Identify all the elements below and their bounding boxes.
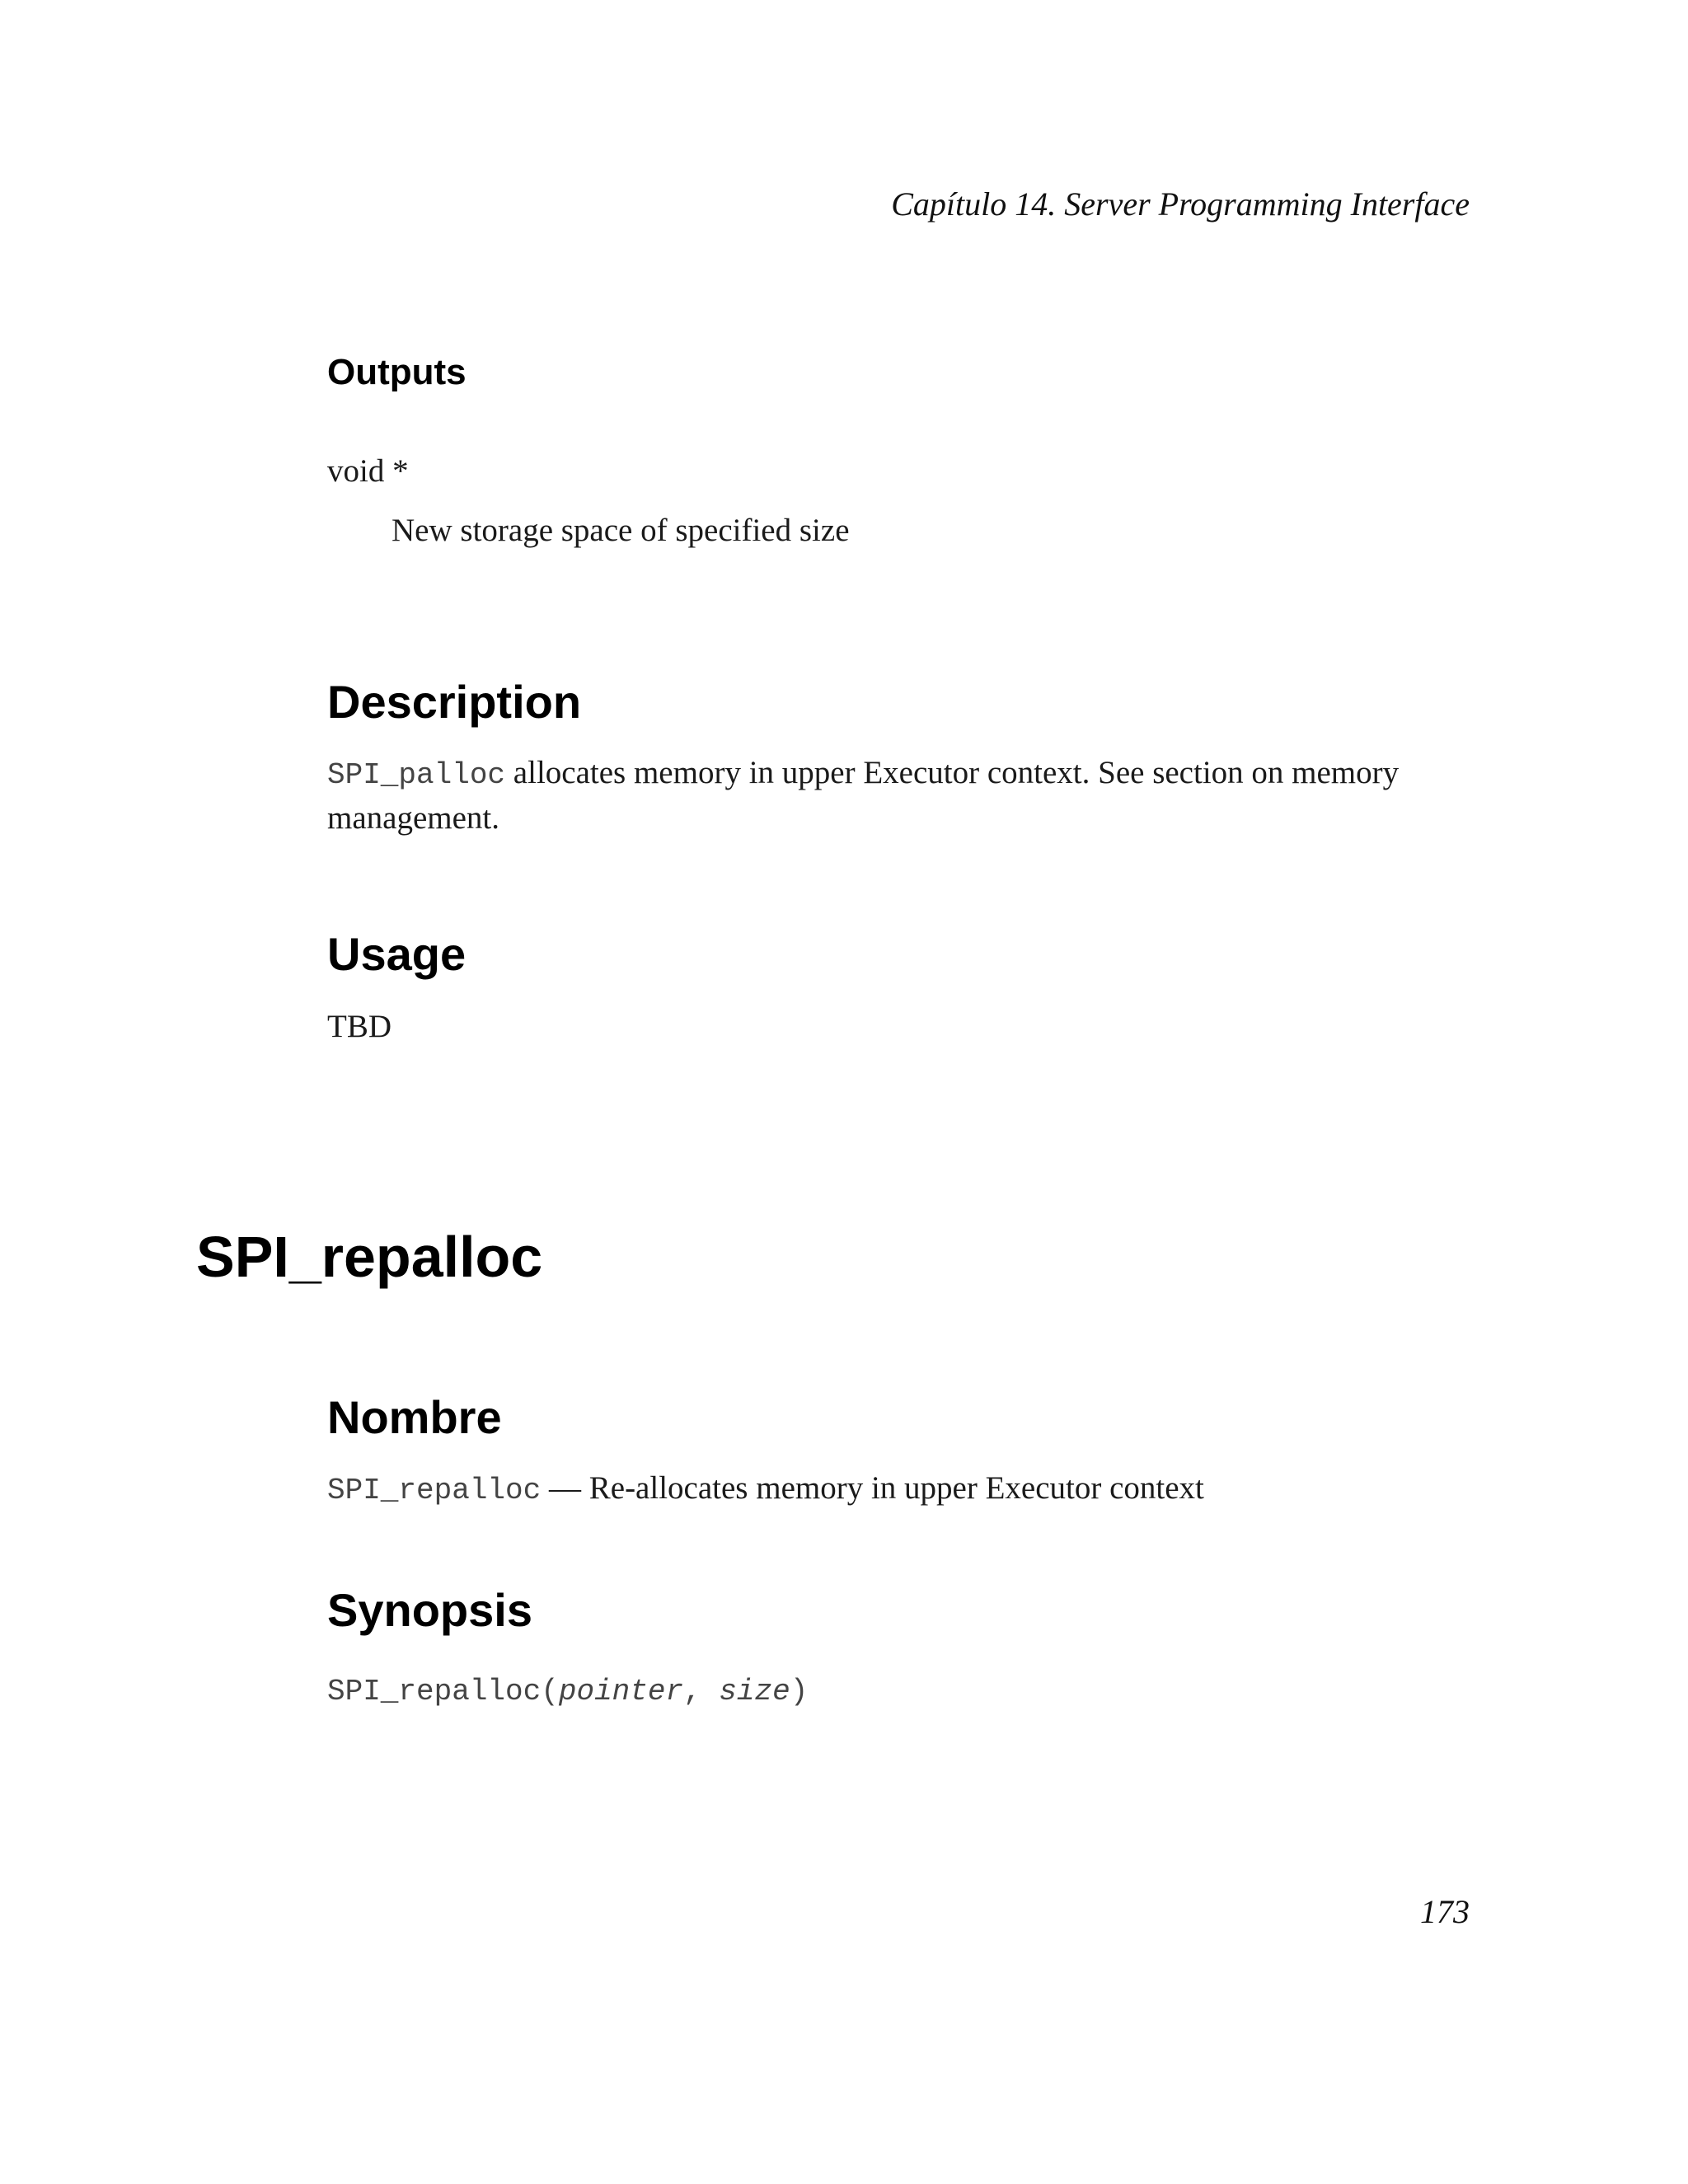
synopsis-function: SPI_repalloc( (327, 1675, 559, 1708)
description-code: SPI_palloc (327, 758, 506, 792)
page-number: 173 (1420, 1893, 1470, 1930)
nombre-text: — Re-allocates memory in upper Executor context (541, 1470, 1204, 1506)
synopsis-arg-size: size (719, 1675, 790, 1708)
running-header: Capítulo 14. Server Programming Interface (891, 185, 1470, 223)
synopsis-code (327, 1668, 808, 1713)
nombre-code: SPI_repalloc (327, 1474, 542, 1507)
synopsis-arg-pointer: pointer (558, 1675, 684, 1708)
nombre-paragraph (327, 1467, 1204, 1512)
synopsis-close: ) (790, 1675, 809, 1708)
synopsis-heading: Synopsis (327, 1584, 532, 1636)
outputs-definition: New storage space of specified size (392, 513, 850, 548)
description-text: allocates memory in upper Executor context. See section on memory management. (327, 755, 1400, 836)
refentry-title: SPI_repalloc (196, 1225, 543, 1289)
nombre-heading: Nombre (327, 1391, 502, 1443)
description-paragraph (327, 752, 1432, 840)
usage-heading: Usage (327, 928, 467, 980)
synopsis-separator: , (683, 1675, 720, 1708)
description-heading: Description (327, 676, 582, 728)
outputs-term: void * (327, 453, 409, 489)
outputs-heading: Outputs (327, 352, 467, 392)
usage-text: TBD (327, 1009, 392, 1044)
